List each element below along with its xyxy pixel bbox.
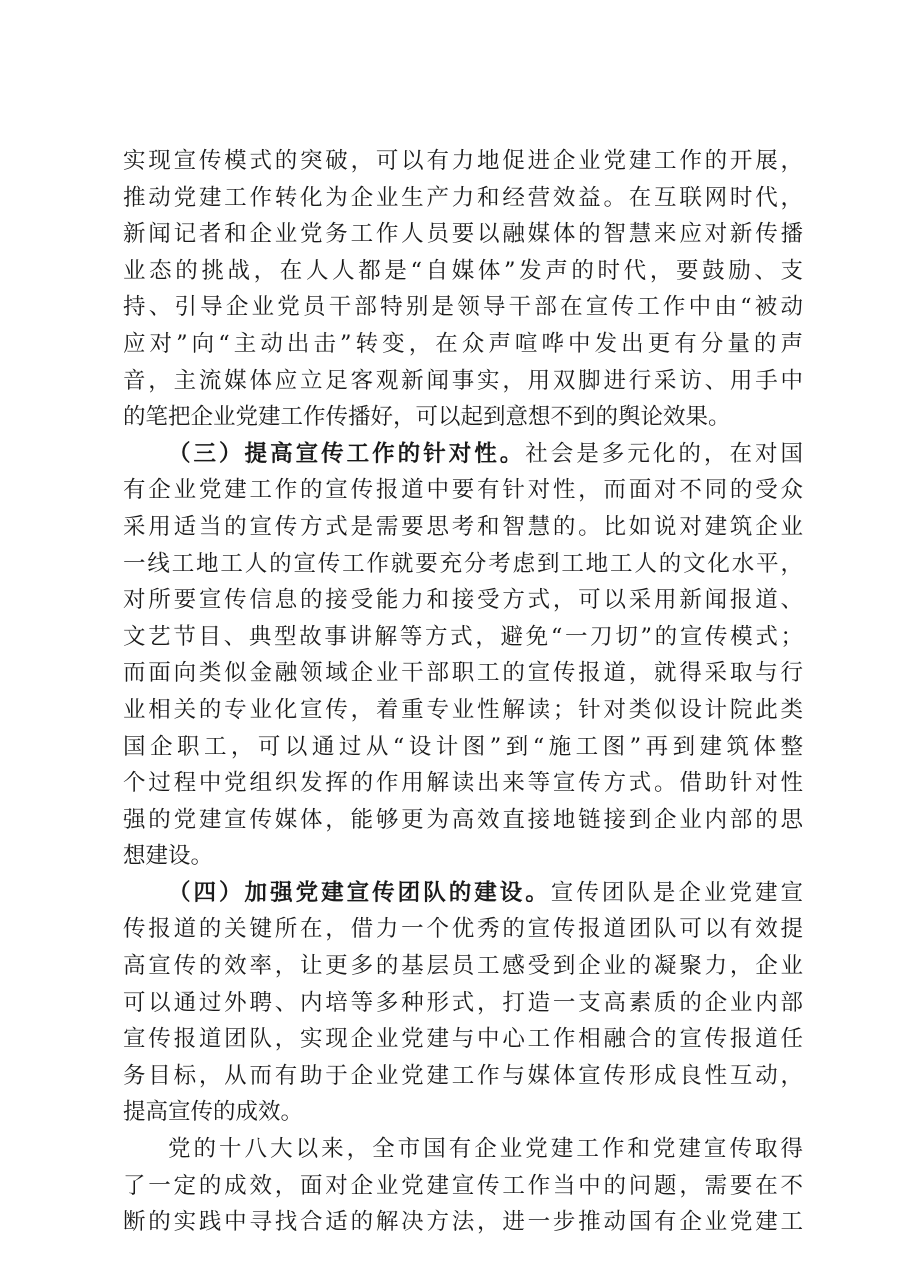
text-line: 应对”向“主动出击”转变，在众声喧哗中发出更有分量的声	[123, 330, 803, 357]
text-line: 提高宣传的成效。	[123, 1099, 304, 1126]
text-run: 宣传团队是企业党建宣	[550, 879, 803, 906]
text-line: 想建设。	[123, 843, 214, 870]
text-line: 高宣传的效率，让更多的基层员工感受到企业的凝聚力，企业	[123, 953, 803, 980]
text-line: 可以通过外聘、内培等多种形式，打造一支高素质的企业内部	[123, 989, 803, 1016]
text-line: 业相关的专业化宣传，着重专业性解读；针对类似设计院此类	[123, 696, 803, 723]
text-line: 新闻记者和企业党务工作人员要以融媒体的智慧来应对新传播	[123, 221, 803, 248]
text-line: 实现宣传模式的突破，可以有力地促进企业党建工作的开展，	[123, 148, 803, 174]
document-body	[123, 143, 803, 1241]
section-heading: （三）提高宣传工作的针对性。	[168, 440, 526, 467]
text-line: 业态的挑战，在人人都是“自媒体”发声的时代，要鼓励、支	[123, 257, 803, 284]
text-line: 推动党建工作转化为企业生产力和经营效益。在互联网时代，	[123, 184, 803, 211]
paragraph-first-line	[123, 436, 803, 473]
text-run: 社会是多元化的，在对国	[525, 440, 803, 467]
text-line: 一线工地工人的宣传工作就要充分考虑到工地工人的文化水平，	[123, 550, 803, 577]
text-line: 持、引导企业党员干部特别是领导干部在宣传工作中由“被动	[123, 294, 803, 321]
paragraph-section-three	[123, 436, 803, 875]
text-line: 采用适当的宣传方式是需要思考和智慧的。比如说对建筑企业	[123, 513, 803, 540]
paragraph-first-line: 党的十八大以来，全市国有企业党建工作和党建宣传取得	[168, 1136, 803, 1163]
text-line: 而面向类似金融领域企业干部职工的宣传报道，就得采取与行	[123, 660, 803, 687]
text-line: 断的实践中寻找合适的解决方法，进一步推动国有企业党建工	[123, 1209, 803, 1236]
text-line: 传报道的关键所在，借力一个优秀的宣传报道团队可以有效提	[123, 916, 803, 943]
text-line: 对所要宣传信息的接受能力和接受方式，可以采用新闻报道、	[123, 587, 803, 614]
text-line: 强的党建宣传媒体，能够更为高效直接地链接到企业内部的思	[123, 806, 803, 833]
section-heading: （四）加强党建宣传团队的建设。	[168, 879, 551, 906]
text-line: 文艺节目、典型故事讲解等方式，避免“一刀切”的宣传模式；	[123, 623, 803, 650]
paragraph-conclusion	[123, 1131, 803, 1241]
text-line: 音，主流媒体应立足客观新闻事实，用双脚进行采访、用手中	[123, 367, 803, 394]
text-line: 个过程中党组织发挥的作用解读出来等宣传方式。借助针对性	[123, 770, 803, 797]
paragraph-first-line	[123, 875, 803, 912]
paragraph-continuation	[123, 143, 803, 436]
text-line: 的笔把企业党建工作传播好，可以起到意想不到的舆论效果。	[123, 404, 731, 431]
text-line: 宣传报道团队，实现企业党建与中心工作相融合的宣传报道任	[123, 1026, 803, 1053]
paragraph-section-four	[123, 875, 803, 1131]
text-line: 国企职工，可以通过从“设计图”到“施工图”再到建筑体整	[123, 733, 803, 760]
text-line: 有企业党建工作的宣传报道中要有针对性，而面对不同的受众	[123, 477, 803, 504]
text-line: 务目标，从而有助于企业党建工作与媒体宣传形成良性互动，	[123, 1062, 803, 1089]
text-line: 了一定的成效，面对企业党建宣传工作当中的问题，需要在不	[123, 1172, 803, 1199]
